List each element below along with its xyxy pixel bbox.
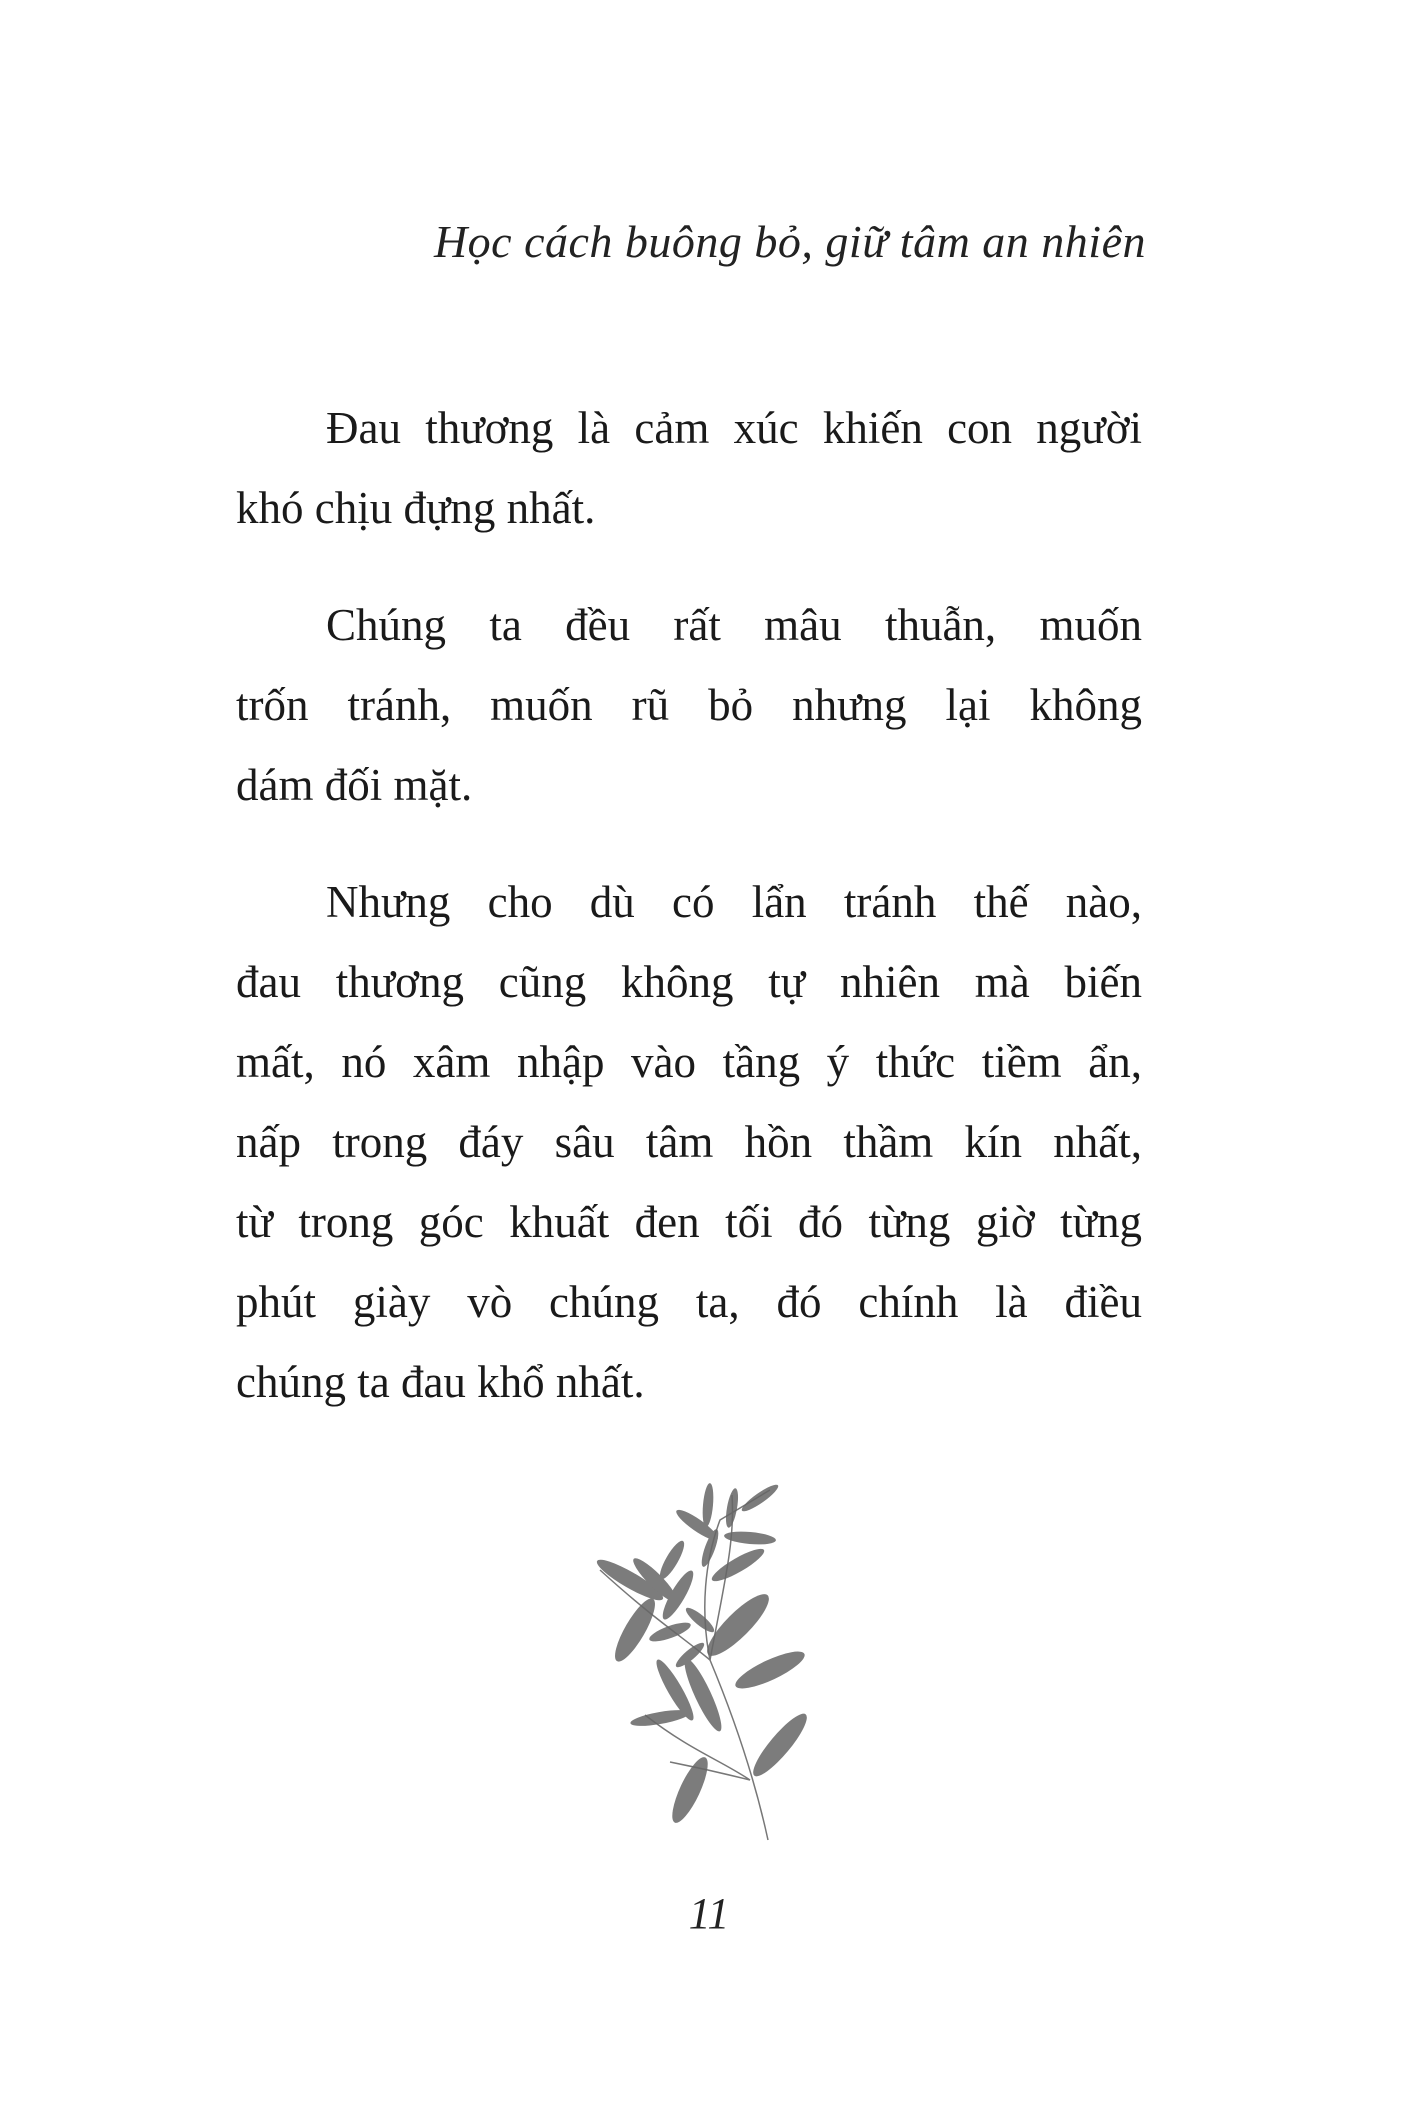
- paragraph-3: [236, 862, 1142, 1422]
- text-line: trốn tránh, muốn rũ bỏ nhưng lại không: [236, 680, 1142, 730]
- paragraph-2: [236, 585, 1142, 825]
- text-line: dám đối mặt.: [236, 760, 473, 810]
- text-line: Chúng ta đều rất mâu thuẫn, muốn: [326, 600, 1142, 650]
- paragraph-1: [236, 388, 1142, 548]
- text-line: chúng ta đau khổ nhất.: [236, 1357, 645, 1407]
- text-line: nấp trong đáy sâu tâm hồn thầm kín nhất,: [236, 1117, 1142, 1167]
- text-line: phút giày vò chúng ta, đó chính là điều: [236, 1277, 1142, 1327]
- body-text: [236, 388, 1142, 1459]
- text-line: Nhưng cho dù có lẩn tránh thế nào,: [326, 877, 1142, 927]
- leaf-branch-icon: [560, 1460, 860, 1850]
- text-line: khó chịu đựng nhất.: [236, 483, 596, 533]
- page-number: 11: [688, 1889, 730, 1938]
- running-header: Học cách buông bỏ, giữ tâm an nhiên: [433, 216, 1146, 267]
- text-line: đau thương cũng không tự nhiên mà biến: [236, 957, 1142, 1007]
- text-line: mất, nó xâm nhập vào tầng ý thức tiềm ẩn,: [236, 1037, 1142, 1087]
- text-line: Đau thương là cảm xúc khiến con người: [326, 403, 1142, 453]
- text-line: từ trong góc khuất đen tối đó từng giờ từng: [236, 1197, 1142, 1247]
